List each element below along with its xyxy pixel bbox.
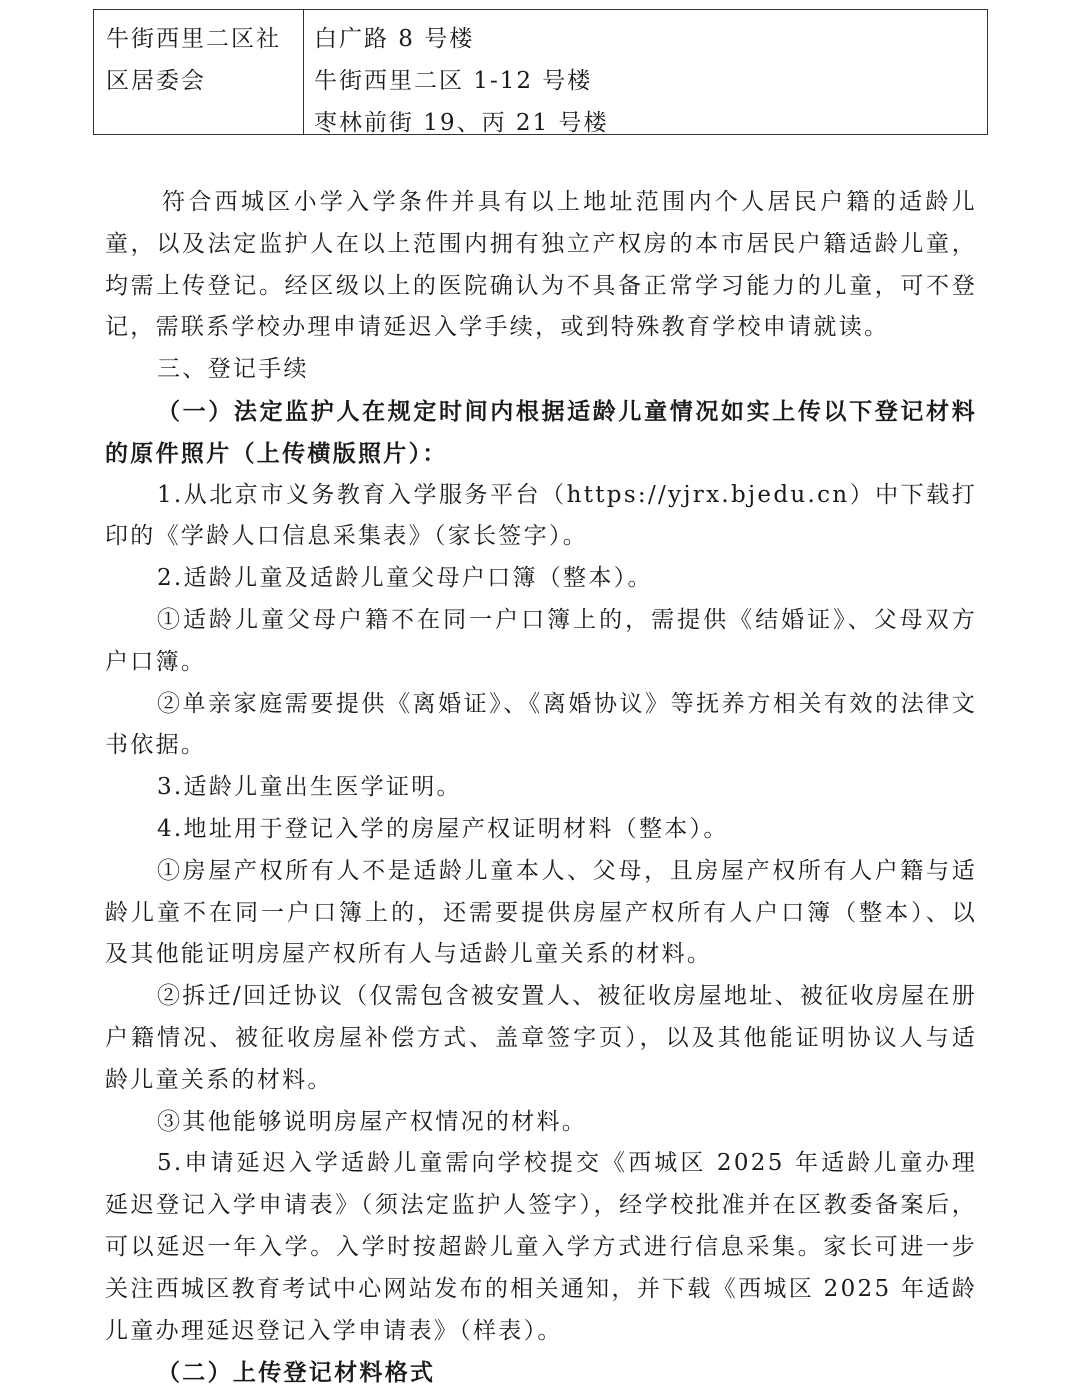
item-4-c: ③其他能够说明房屋产权情况的材料。 (157, 1108, 588, 1135)
section-heading-registration: 三、登记手续 (157, 356, 309, 383)
item-4-b: ②拆迁/回迁协议（仅需包含被安置人、被征收房屋地址、被征收房屋在册户籍情况、被征收房屋补偿方式、盖章签字页），以及其他能证明协议人与适龄儿童关系的材料。 (105, 983, 977, 1093)
item-3: 3.适龄儿童出生医学证明。 (157, 774, 462, 801)
item-2: 2.适龄儿童及适龄儿童父母户口簿（整本）。 (157, 565, 653, 592)
item-5: 5.申请延迟入学适龄儿童需向学校提交《西城区 2025 年适龄儿童办理延迟登记入学申请表》（须法定监护人签字），经学校批准并在区教委备案后，可以延迟一年入学。入学时按超龄儿童入学方式进行信息采集。家长可进一步关注西城区教育考试中心网站发布的相关通知，并下载《西城区 2025 年适龄儿童办理延迟登记入学申请表》（样表）。 (105, 1150, 977, 1344)
item-2-a: ①适龄儿童父母户籍不在同一户口簿上的，需提供《结婚证》、父母双方户口簿。 (105, 606, 977, 675)
body-text (105, 182, 977, 1394)
address-table (93, 9, 988, 135)
address-line: 白广路 8 号楼 (314, 26, 475, 52)
item-1: 1.从北京市义务教育入学服务平台（https://yjrx.bjedu.cn）中下载打印的《学龄人口信息采集表》（家长签字）。 (105, 481, 977, 550)
address-line: 枣林前街 19、丙 21 号楼 (314, 110, 609, 136)
community-cell (94, 10, 304, 134)
eligibility-paragraph: 符合西城区小学入学条件并具有以上地址范围内个人居民户籍的适龄儿童，以及法定监护人在以上范围内拥有独立产权房的本市居民户籍适龄儿童，均需上传登记。经区级以上的医院确认为不具备正常学习能力的儿童，可不登记，需联系学校办理申请延迟入学手续，或到特殊教育学校申请就读。 (105, 189, 977, 341)
item-4-a: ①房屋产权所有人不是适龄儿童本人、父母，且房屋产权所有人户籍与适龄儿童不在同一户口簿上的，还需要提供房屋产权所有人户口簿（整本）、以及其他能证明房屋产权所有人与适龄儿童关系的材料。 (105, 857, 977, 968)
item-2-b: ②单亲家庭需要提供《离婚证》、《离婚协议》等抚养方相关有效的法律文书依据。 (105, 690, 977, 759)
community-line: 牛街西里二区社 (106, 26, 281, 52)
item-4: 4.地址用于登记入学的房屋产权证明材料（整本）。 (157, 815, 729, 842)
community-line: 区居委会 (106, 68, 206, 94)
subsection-heading-format: （二）上传登记材料格式 (157, 1359, 436, 1387)
subsection-heading-materials: （一）法定监护人在规定时间内根据适龄儿童情况如实上传以下登记材料的原件照片（上传横版照片）： (105, 397, 977, 467)
address-cell (304, 10, 987, 134)
address-line: 牛街西里二区 1-12 号楼 (314, 68, 593, 94)
